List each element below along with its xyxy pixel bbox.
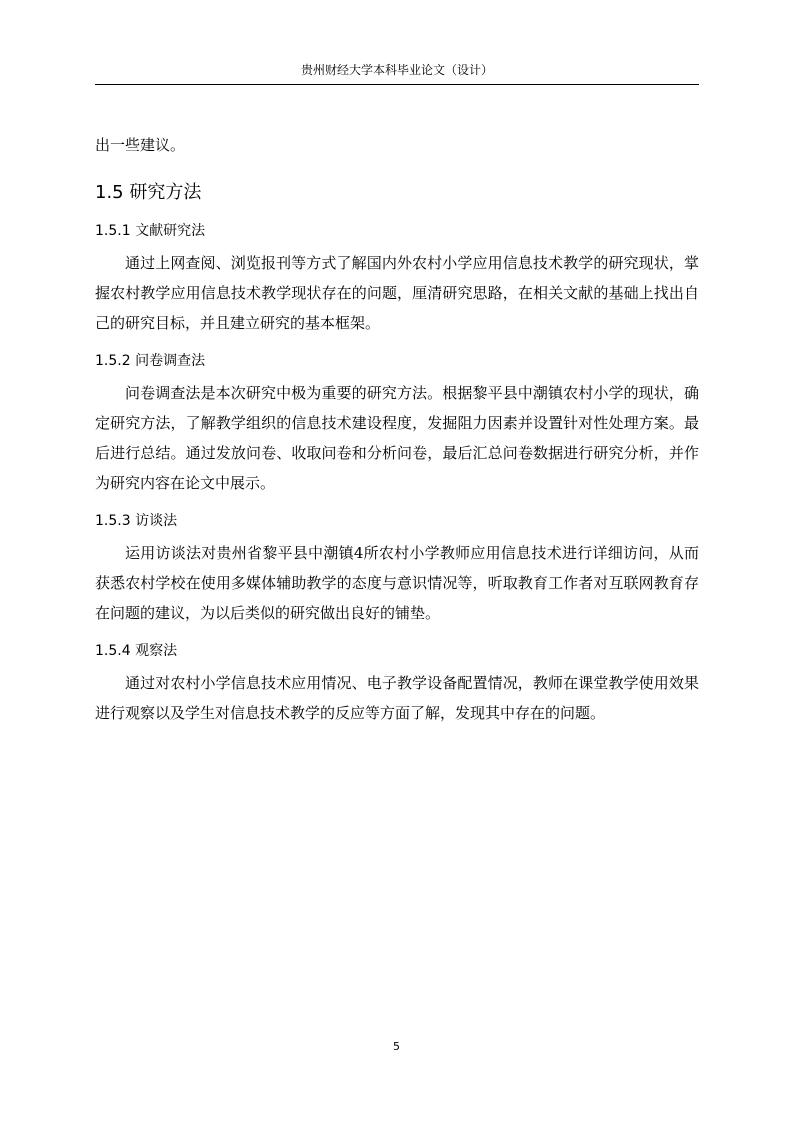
page-content: [95, 130, 699, 728]
carry-over-paragraph: 出一些建议。: [95, 136, 186, 154]
section-heading: 1.5 研究方法: [95, 182, 202, 203]
subsection-heading-interview: 1.5.3 访谈法: [95, 513, 178, 529]
subsection-heading-questionnaire: 1.5.2 问卷调查法: [95, 353, 206, 369]
paragraph-literature: 通过上网查阅、浏览报刊等方式了解国内外农村小学应用信息技术教学的研究现状，掌握农村教学应用信息技术教学现状存在的问题，厘清研究思路，在相关文献的基础上找出自己的研究目标，并且建立研究的基本框架。: [95, 254, 699, 332]
header-rule: [95, 84, 699, 85]
subsection-heading-literature: 1.5.1 文献研究法: [95, 223, 206, 239]
running-header: 贵州财经大学本科毕业论文（设计）: [300, 63, 493, 77]
subsection-heading-observation: 1.5.4 观察法: [95, 643, 178, 659]
paragraph-interview: 运用访谈法对贵州省黎平县中潮镇4所农村小学教师应用信息技术进行详细访问，从而获悉农村学校在使用多媒体辅助教学的态度与意识情况等，听取教育工作者对互联网教育存在问题的建议，为以后类似的研究做出良好的铺垫。: [95, 544, 699, 622]
page-number: 5: [393, 1040, 400, 1053]
paragraph-observation: 通过对农村小学信息技术应用情况、电子教学设备配置情况，教师在课堂教学使用效果进行观察以及学生对信息技术教学的反应等方面了解，发现其中存在的问题。: [95, 674, 699, 722]
paragraph-questionnaire: 问卷调查法是本次研究中极为重要的研究方法。根据黎平县中潮镇农村小学的现状，确定研究方法，了解教学组织的信息技术建设程度，发掘阻力因素并设置针对性处理方案。最后进行总结。通过发放问卷、收取问卷和分析问卷，最后汇总问卷数据进行研究分析，并作为研究内容在论文中展示。: [95, 384, 699, 492]
